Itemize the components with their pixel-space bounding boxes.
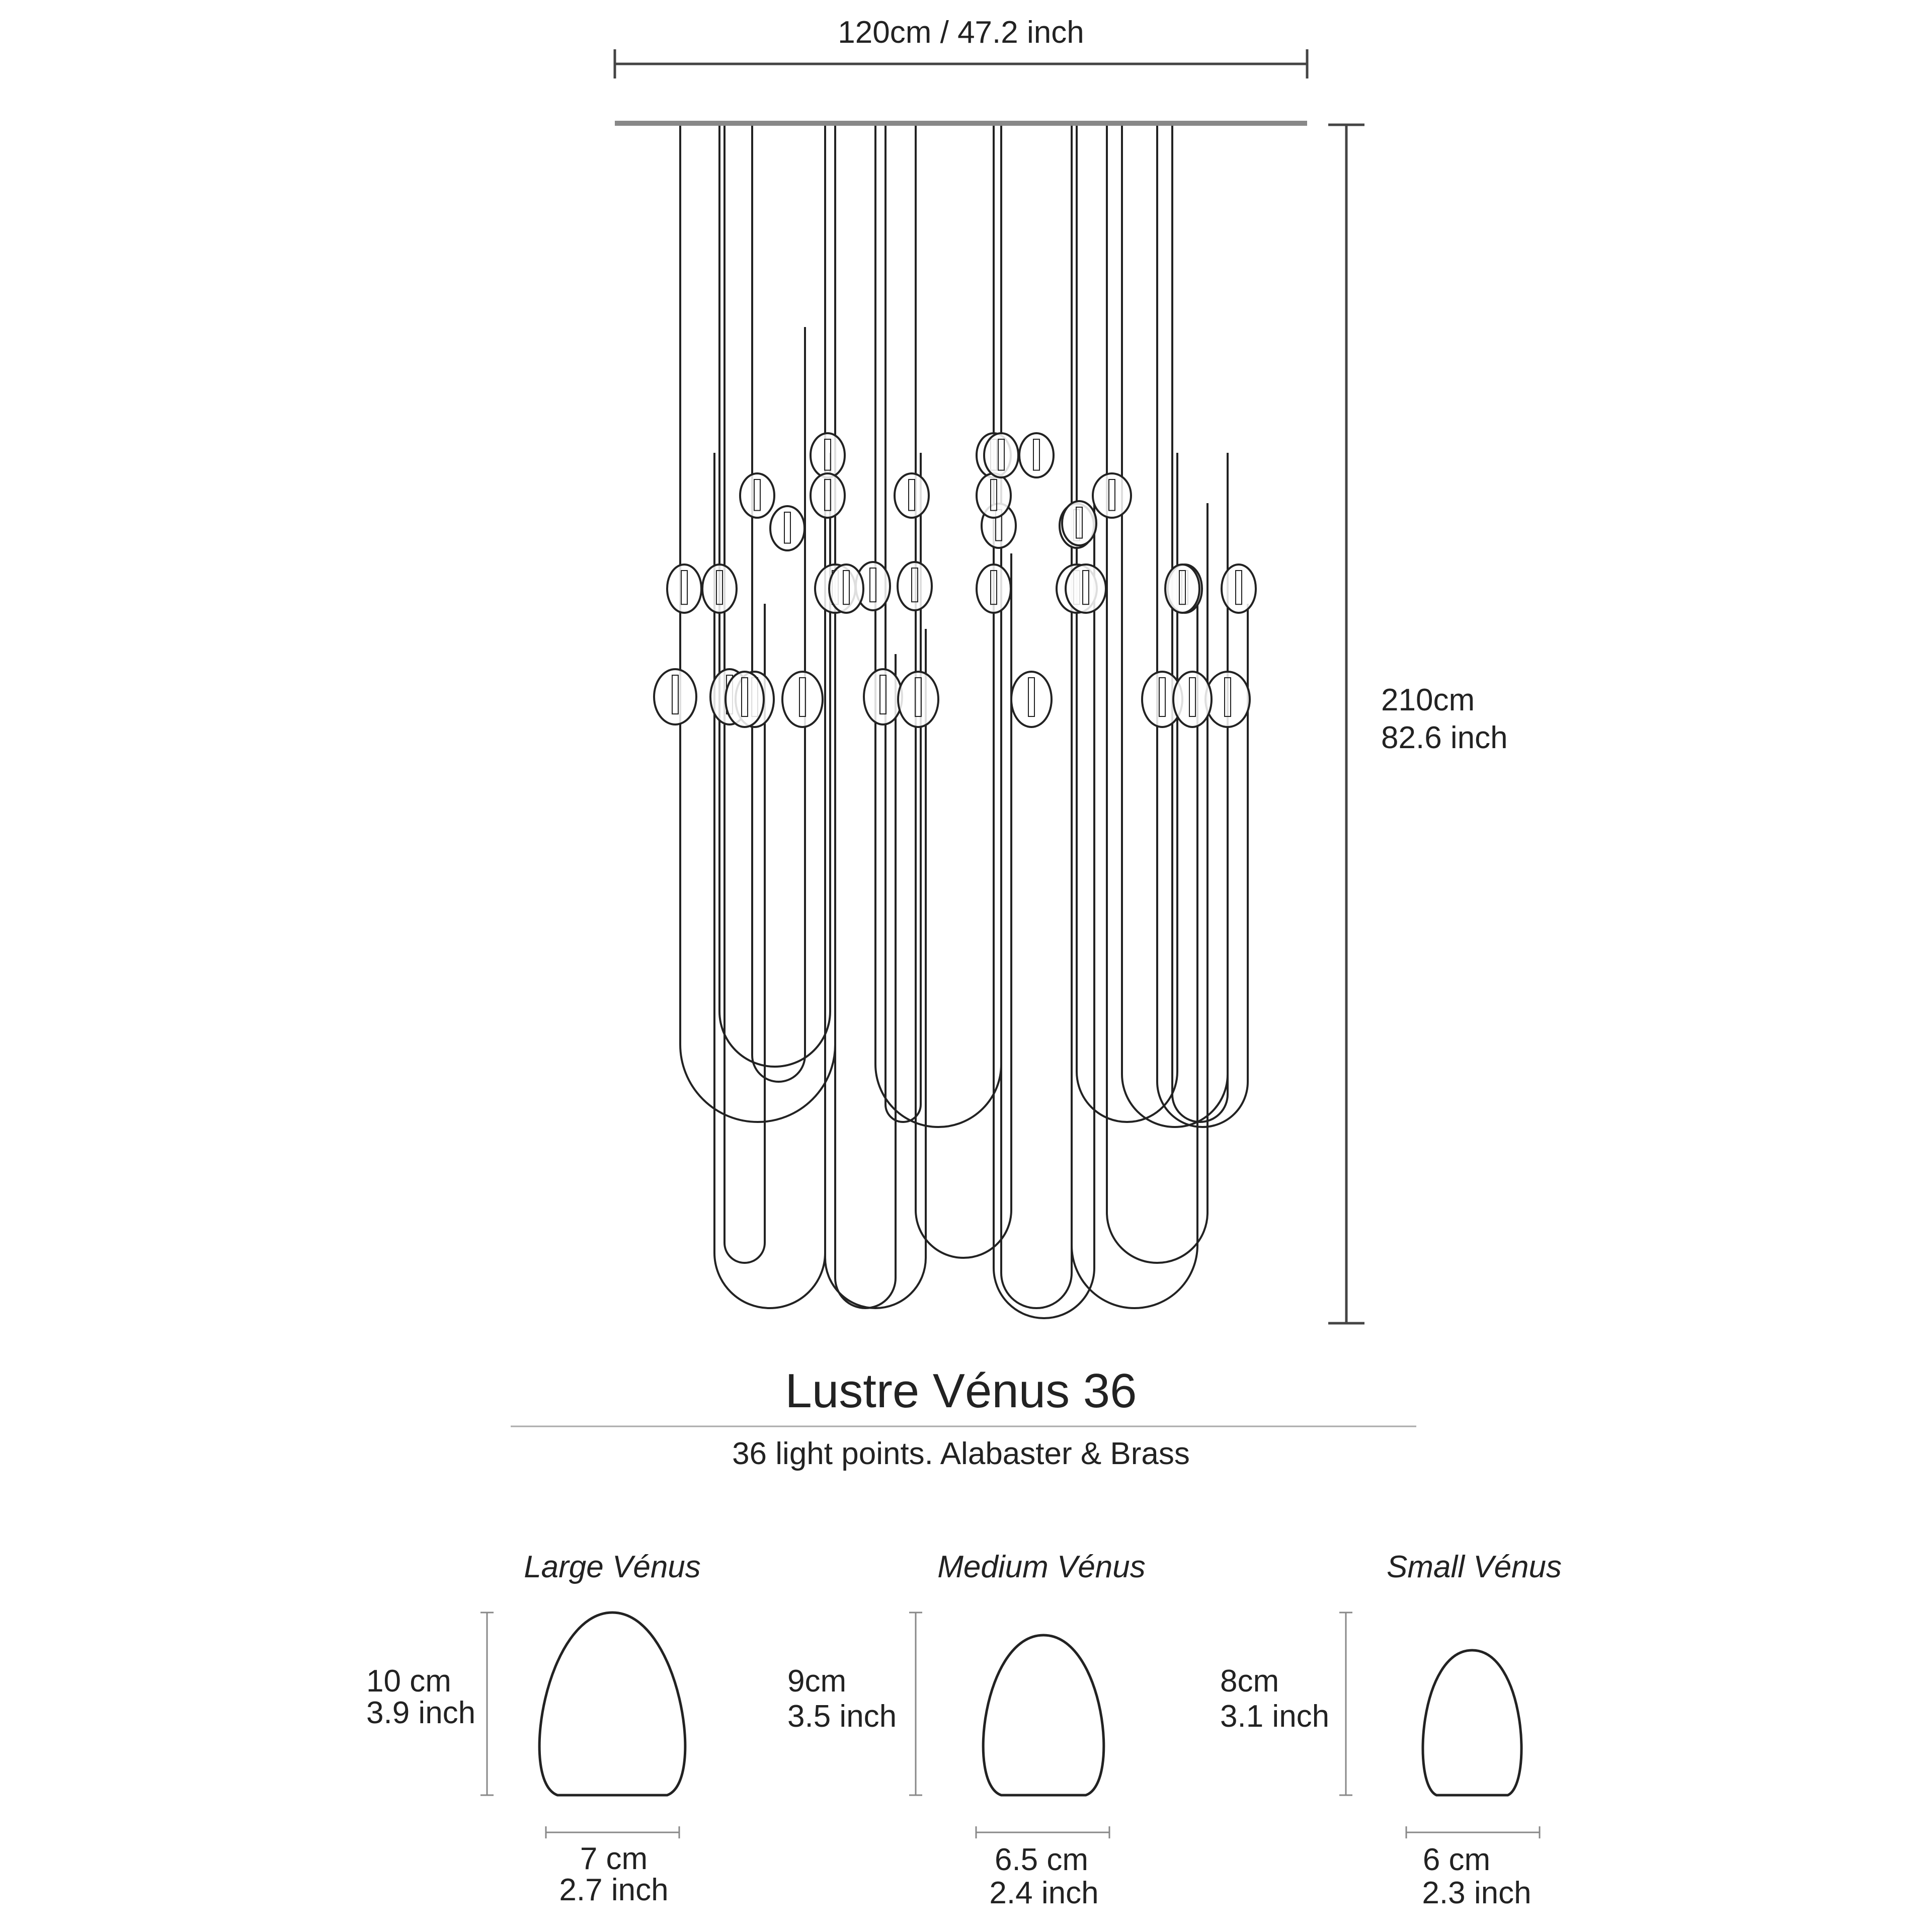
large-venus-shape [539,1613,685,1795]
medium-venus-shape [983,1635,1104,1795]
alabaster-globe-9 [667,565,701,613]
alabaster-globe-13 [898,562,932,610]
rod-loop-3 [752,126,805,1082]
product-title: Lustre Vénus 36 [785,1364,1137,1418]
alabaster-globe-31 [829,565,863,613]
alabaster-globe-7 [740,473,774,518]
alabaster-globe-10 [702,565,737,613]
large-venus-height-inch: 3.9 inch [366,1696,476,1730]
rod-loop-1 [680,126,835,1122]
product-subtitle: 36 light points. Alabaster & Brass [732,1436,1190,1471]
ceiling-canopy [615,121,1307,126]
alabaster-globe-2 [811,473,845,518]
height-dimension-line [1328,125,1364,1323]
alabaster-globe-20 [654,669,696,725]
rod-loop-14 [1077,126,1177,1122]
small-venus-height-inch: 3.1 inch [1220,1699,1330,1734]
medium-venus-detail [909,1613,1109,1838]
alabaster-globe-8 [770,506,804,550]
alabaster-globe-32 [1173,672,1212,727]
alabaster-globe-33 [726,672,764,727]
alabaster-globe-29 [1222,565,1256,613]
small-venus-width-cm: 6 cm [1422,1842,1491,1877]
medium-venus-width-inch: 2.4 inch [989,1876,1099,1910]
alabaster-globe-1 [811,433,845,477]
large-venus-width-cm: 7 cm [580,1841,648,1876]
rod-loop-8 [875,126,1001,1127]
alabaster-globe-6 [1093,473,1131,518]
alabaster-globe-34 [1165,565,1199,613]
alabaster-globe-26 [1011,672,1052,727]
rod-loop-16 [1122,126,1228,1127]
globe-group [654,433,1256,727]
alabaster-globe-19 [977,473,1011,518]
height-label-inch: 82.6 inch [1381,720,1508,755]
medium-venus-height-cm: 9cm [787,1664,847,1699]
alabaster-globe-36 [1062,501,1096,545]
alabaster-globe-5 [1019,433,1054,477]
width-dimension-line [615,49,1307,78]
small-venus-detail [1339,1613,1540,1838]
large-venus-detail [480,1613,685,1838]
large-venus-width-inch: 2.7 inch [559,1873,669,1907]
alabaster-globe-35 [984,433,1018,477]
medium-venus-height-inch: 3.5 inch [787,1699,897,1734]
alabaster-globe-23 [782,672,823,727]
large-venus-label: Large Vénus [524,1550,701,1584]
height-label-cm: 210cm [1381,683,1475,717]
alabaster-globe-30 [1066,565,1106,613]
large-venus-height-cm: 10 cm [366,1664,451,1699]
small-venus-shape [1423,1650,1521,1795]
rod-loop-18 [1172,126,1228,1122]
medium-venus-width-cm: 6.5 cm [994,1842,1089,1877]
alabaster-globe-25 [898,672,938,727]
width-label: 120cm / 47.2 inch [838,15,1084,50]
small-venus-label: Small Vénus [1386,1550,1562,1584]
medium-venus-label: Medium Vénus [937,1550,1146,1584]
alabaster-globe-14 [977,565,1011,613]
alabaster-globe-3 [895,473,929,518]
small-venus-height-cm: 8cm [1220,1664,1279,1699]
rod-loop-17 [1157,126,1248,1127]
small-venus-width-inch: 2.3 inch [1422,1876,1532,1910]
alabaster-globe-24 [864,669,902,725]
